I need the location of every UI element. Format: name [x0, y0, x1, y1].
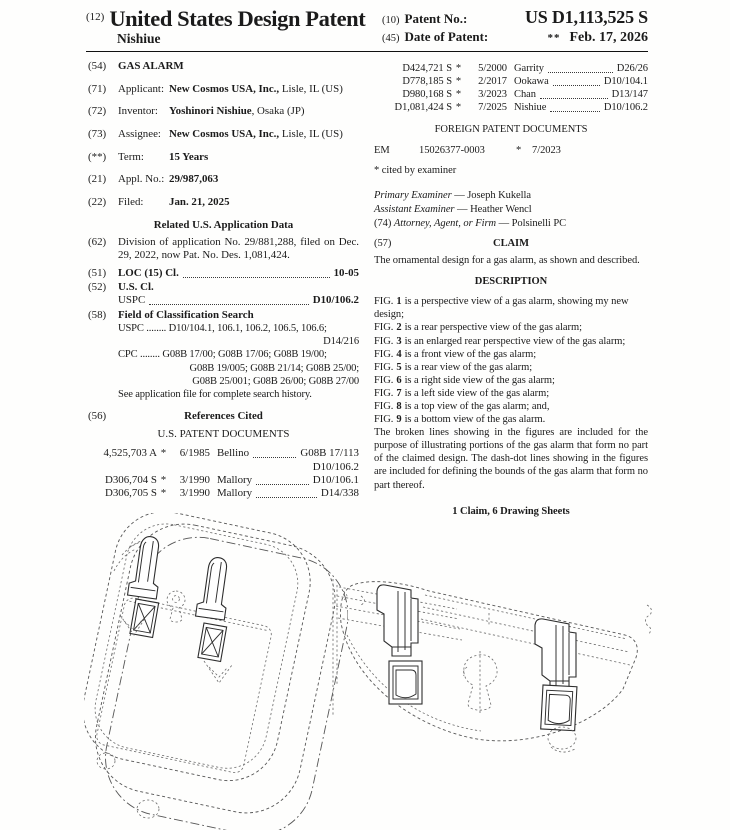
figure-description	[374, 321, 648, 334]
title-line	[86, 6, 365, 32]
fig-text: is a front view of the gas alarm;	[404, 348, 537, 360]
fig-number: 4	[396, 348, 402, 360]
biblio-row	[88, 105, 359, 118]
foreign-number: 15026377-0003	[419, 145, 485, 157]
dotted-leader	[183, 277, 330, 278]
fig-abbrev: FIG.	[374, 322, 394, 334]
reference-row	[380, 75, 648, 88]
field-search-label: Field of Classification Search	[118, 308, 254, 321]
slot-with-tab	[389, 661, 422, 704]
inid-code: (54)	[88, 60, 107, 72]
foreign-documents-header: FOREIGN PATENT DOCUMENTS	[434, 124, 588, 136]
inid-code: (**)	[88, 150, 107, 163]
figure-description	[374, 295, 648, 321]
biblio-row	[88, 173, 359, 186]
drawing-enlarged-rear-perspective-view	[329, 565, 662, 793]
fig-abbrev: FIG.	[374, 387, 394, 399]
classification-line: G08B 19/005; G08B 21/14; G08B 25/00;	[189, 362, 359, 374]
ref-class: D10/106.2	[603, 102, 648, 114]
fig-text: is a left side view of the gas alarm;	[404, 387, 550, 399]
description-header: DESCRIPTION	[474, 276, 548, 288]
attorney-line	[374, 217, 648, 230]
biblio-value	[169, 151, 359, 164]
fig-text: is a rear perspective view of the gas alarm;	[404, 322, 582, 334]
reference-row	[380, 62, 648, 75]
inid-code: (62)	[88, 236, 107, 249]
dotted-leader	[548, 72, 613, 73]
references-cited-header-row	[88, 410, 359, 423]
inid-code: (74)	[374, 217, 392, 229]
biblio-label: Assignee:	[118, 128, 161, 141]
fig-number: 5	[396, 361, 402, 373]
biblio-label: Applicant:	[118, 82, 164, 95]
fig-text: is an enlarged rear perspective view of the gas alarm;	[404, 335, 626, 347]
classification-lines	[118, 322, 359, 402]
uspc-label: USPC	[118, 294, 146, 307]
biblio-value	[169, 83, 359, 96]
related-data-entry	[88, 236, 359, 263]
biblio-value-bold: GAS ALARM	[118, 60, 184, 72]
patent-date-row	[382, 29, 648, 46]
classification-line: CPC ........ G08B 17/00; G08B 17/06; G08B 19/00;	[118, 349, 327, 361]
mounting-hook	[535, 619, 576, 690]
biblio-value	[169, 105, 359, 118]
patent-number-label: Patent No.:	[404, 11, 468, 26]
biblio-value-bold: New Cosmos USA, Inc.,	[169, 128, 280, 141]
dotted-leader	[256, 497, 317, 498]
ref-date: 3/2023	[478, 89, 507, 101]
fig-text: is a rear view of the gas alarm;	[404, 361, 533, 373]
rear-panel-recess	[95, 596, 273, 774]
fig-abbrev: FIG.	[374, 414, 394, 426]
figure-description	[374, 400, 648, 413]
us-patent-documents-header: U.S. PATENT DOCUMENTS	[157, 427, 290, 440]
ref-examiner-star: *	[160, 473, 167, 486]
fig-abbrev: FIG.	[374, 348, 394, 360]
us-reference-list-continued	[374, 62, 648, 114]
edge-scribble-detail	[646, 605, 652, 634]
fig-number: 8	[396, 400, 402, 412]
classification-line: G08B 25/001; G08B 26/00; G08B 27/00	[192, 376, 359, 388]
drawing-rear-perspective-view	[84, 513, 348, 830]
document-title: United States Design Patent	[109, 6, 366, 31]
broken-lines-statement: The broken lines showing in the figures are included for the purpose of illustrating portions of the gas alarm that form no part of the claimed design. The dash-dot lines showing in the figures are included for defining the bounds of the gas alarm that form no part thereof.	[374, 427, 648, 491]
attorney-role: Attorney, Agent, or Firm	[393, 217, 497, 229]
biblio-value-bold: 29/987,063	[169, 173, 219, 186]
ref-name: Mallory	[217, 473, 253, 486]
biblio-value-rest: Lisle, IL (US)	[279, 128, 343, 141]
fig-number: 1	[396, 296, 402, 308]
ref-examiner-star: *	[160, 487, 167, 500]
reference-row	[94, 447, 359, 460]
fig-abbrev: FIG.	[374, 296, 394, 308]
dotted-leader	[550, 111, 599, 112]
biblio-label: Filed:	[118, 196, 144, 209]
classification-line: See application file for complete search history.	[118, 389, 312, 401]
ref-citation: D1,081,424 S	[394, 102, 452, 114]
uspc-value: D10/106.2	[312, 294, 359, 307]
biblio-value	[169, 173, 359, 186]
examiner-role: Assistant Examiner	[374, 203, 455, 215]
attorney-name: Polsinelli PC	[511, 217, 567, 229]
fig-abbrev: FIG.	[374, 335, 394, 347]
dotted-leader	[553, 85, 600, 86]
reference-entry	[88, 487, 359, 500]
fig-number: 6	[396, 374, 402, 386]
examiner-list	[374, 189, 648, 216]
fig-text: is a bottom view of the gas alarm.	[404, 414, 546, 426]
examiner-name: Joseph Kukella	[467, 189, 532, 201]
ref-date: 6/1985	[179, 447, 210, 460]
kind-code: (12)	[86, 11, 105, 23]
ref-class: D13/147	[611, 89, 648, 101]
hatched-slot	[130, 599, 159, 637]
patent-number-value: US D1,113,525 S	[524, 7, 648, 27]
biblio-value	[169, 196, 359, 209]
reference-row	[380, 101, 648, 114]
ref-examiner-star: *	[455, 102, 462, 114]
biblio-label: Inventor:	[118, 105, 158, 118]
biblio-list	[88, 60, 359, 209]
ref-examiner-star: *	[455, 63, 462, 74]
ref-citation: D306,704 S	[104, 473, 157, 486]
biblio-row	[88, 83, 359, 96]
claim-header: CLAIM	[493, 237, 529, 249]
biblio-value-bold: New Cosmos USA, Inc.,	[169, 82, 280, 95]
uspc-row	[118, 294, 359, 307]
ref-examiner-star: *	[455, 76, 462, 88]
biblio-value-bold: 15 Years	[169, 150, 209, 163]
ref-name: Garrity	[514, 63, 544, 74]
fig-number: 7	[396, 387, 402, 399]
ref-date: 5/2000	[478, 63, 507, 74]
biblio-row	[88, 128, 359, 141]
related-data-text: Division of application No. 29/881,288, filed on Dec. 29, 2022, now Pat. No. Des. 1,081,424.	[118, 236, 359, 262]
mounting-rails	[421, 595, 630, 665]
keyhole-cutout	[167, 591, 185, 622]
keyhole-cutout	[463, 651, 497, 713]
patent-header	[86, 6, 648, 52]
ref-citation: D778,185 S	[402, 76, 452, 88]
inid-code: (56)	[88, 409, 107, 422]
examiner-role: Primary Examiner	[374, 189, 452, 201]
reference-row	[94, 474, 359, 487]
ref-name: Bellino	[217, 447, 250, 460]
mounting-hook	[196, 556, 233, 620]
examiner-name: Heather Wencl	[470, 203, 532, 215]
inid-code: (73)	[88, 128, 107, 141]
loc-value: 10-05	[333, 266, 359, 279]
us-class-label: U.S. Cl.	[118, 281, 154, 293]
examiner-line	[374, 189, 648, 202]
fig-number: 2	[396, 322, 402, 334]
ref-date: 7/2025	[478, 102, 507, 114]
fig-text: is a perspective view of a gas alarm, showing my new design;	[374, 296, 629, 321]
examiner-line	[374, 203, 648, 216]
header-left	[86, 6, 365, 47]
fig-number: 3	[396, 335, 402, 347]
inid-code: (71)	[88, 82, 107, 95]
biblio-value	[169, 128, 359, 141]
ref-examiner-star: *	[455, 89, 462, 101]
foreign-reference-row	[374, 144, 648, 157]
claim-text: The ornamental design for a gas alarm, as shown and described.	[374, 255, 640, 267]
ref-citation: D306,705 S	[104, 487, 157, 500]
slot-with-tab	[541, 685, 577, 731]
fig-abbrev: FIG.	[374, 361, 394, 373]
right-column	[374, 60, 648, 518]
ref-name: Nishiue	[514, 102, 547, 114]
triangle-detail	[204, 661, 232, 683]
biblio-label: Appl. No.:	[118, 173, 165, 186]
ref-class: D14/338	[320, 487, 359, 500]
related-data-header: Related U.S. Application Data	[153, 218, 294, 231]
dotted-leader	[253, 457, 296, 458]
figure-description	[374, 348, 648, 361]
mounting-hook	[128, 535, 165, 599]
figure-description	[374, 387, 648, 400]
ref-examiner-star: *	[160, 447, 167, 460]
ref-name: Mallory	[217, 487, 253, 500]
ref-citation: 4,525,703 A	[103, 447, 157, 460]
foreign-country: EM	[374, 145, 390, 157]
loc-label: LOC (15) Cl.	[118, 266, 179, 279]
inid-code: (72)	[88, 105, 107, 118]
figure-description-list	[374, 295, 648, 426]
dotted-leader	[540, 98, 608, 99]
biblio-row	[88, 196, 359, 209]
ref-class-continuation: D10/106.2	[312, 460, 359, 473]
inid-code: (21)	[88, 173, 107, 186]
foreign-star: *	[516, 145, 522, 157]
patent-number-code: (10)	[382, 15, 400, 26]
fig-number: 9	[396, 414, 402, 426]
ref-date: 2/2017	[478, 76, 507, 88]
fig-text: is a top view of the gas alarm; and,	[404, 400, 550, 412]
patent-date-label: Date of Patent:	[404, 29, 489, 44]
patent-date-code: (45)	[382, 33, 400, 44]
classification-line: D14/216	[323, 336, 359, 348]
fig-text: is a right side view of the gas alarm;	[404, 374, 555, 386]
figure-description	[374, 374, 648, 387]
reference-row	[380, 88, 648, 101]
hatched-slot	[198, 623, 227, 661]
biblio-value-bold: Yoshinori Nishiue	[169, 105, 252, 118]
separator-dash: —	[496, 217, 512, 229]
ref-date: 3/1990	[179, 473, 210, 486]
separator-dash: —	[451, 189, 468, 201]
ref-date: 3/1990	[179, 487, 210, 500]
inid-code: (52)	[88, 281, 107, 293]
reference-entry	[88, 474, 359, 487]
ref-name: Chan	[514, 89, 536, 101]
ref-class: G08B 17/113	[300, 447, 359, 460]
biblio-row	[88, 60, 359, 73]
separator-dash: —	[454, 203, 471, 215]
bibliographic-columns	[88, 60, 648, 518]
inid-code: (51)	[88, 266, 107, 279]
cited-by-examiner-note: * cited by examiner	[374, 164, 457, 176]
fig-abbrev: FIG.	[374, 400, 394, 412]
loc-class-row	[88, 267, 359, 280]
claim-header-row	[374, 237, 648, 250]
term-asterisks: **	[547, 32, 561, 44]
patent-number-row	[382, 7, 648, 28]
field-search-row	[88, 309, 359, 322]
biblio-value-bold: Jan. 21, 2025	[169, 196, 230, 209]
left-column	[88, 60, 359, 518]
biblio-value-rest: Lisle, IL (US)	[279, 82, 343, 95]
inid-code: (57)	[374, 237, 392, 249]
inid-code: (58)	[88, 308, 107, 321]
foreign-date: 7/2023	[532, 145, 561, 157]
biblio-value	[118, 60, 359, 73]
ref-citation: D980,168 S	[402, 89, 452, 101]
ref-class: D10/104.1	[603, 76, 648, 88]
biblio-label: Term:	[118, 150, 144, 163]
figure-description	[374, 361, 648, 374]
ref-class: D26/26	[616, 63, 648, 74]
inid-code: (22)	[88, 196, 107, 209]
figure-description	[374, 335, 648, 348]
biblio-row	[88, 151, 359, 164]
references-cited-header: References Cited	[184, 409, 263, 422]
ref-class: D10/106.1	[312, 473, 359, 486]
biblio-value-rest: , Osaka (JP)	[251, 105, 305, 118]
header-right	[382, 7, 648, 47]
inventor-surname: Nishiue	[117, 31, 161, 46]
claims-and-sheets: 1 Claim, 6 Drawing Sheets	[452, 505, 570, 517]
dotted-leader	[256, 484, 309, 485]
foot-detail	[137, 800, 159, 818]
reference-entry	[88, 447, 359, 474]
ref-citation: D424,721 S	[402, 63, 452, 74]
us-reference-list	[88, 447, 359, 500]
figure-description	[374, 413, 648, 426]
reference-row	[94, 487, 359, 500]
patent-date-value: Feb. 17, 2026	[569, 30, 648, 45]
classification-line: USPC ........ D10/104.1, 106.1, 106.2, 106.5, 106.6;	[118, 322, 327, 334]
ref-name: Ookawa	[514, 76, 549, 88]
fig-abbrev: FIG.	[374, 374, 394, 386]
mounting-hook	[377, 585, 418, 656]
dotted-leader	[149, 304, 308, 305]
us-class-row	[88, 281, 359, 294]
